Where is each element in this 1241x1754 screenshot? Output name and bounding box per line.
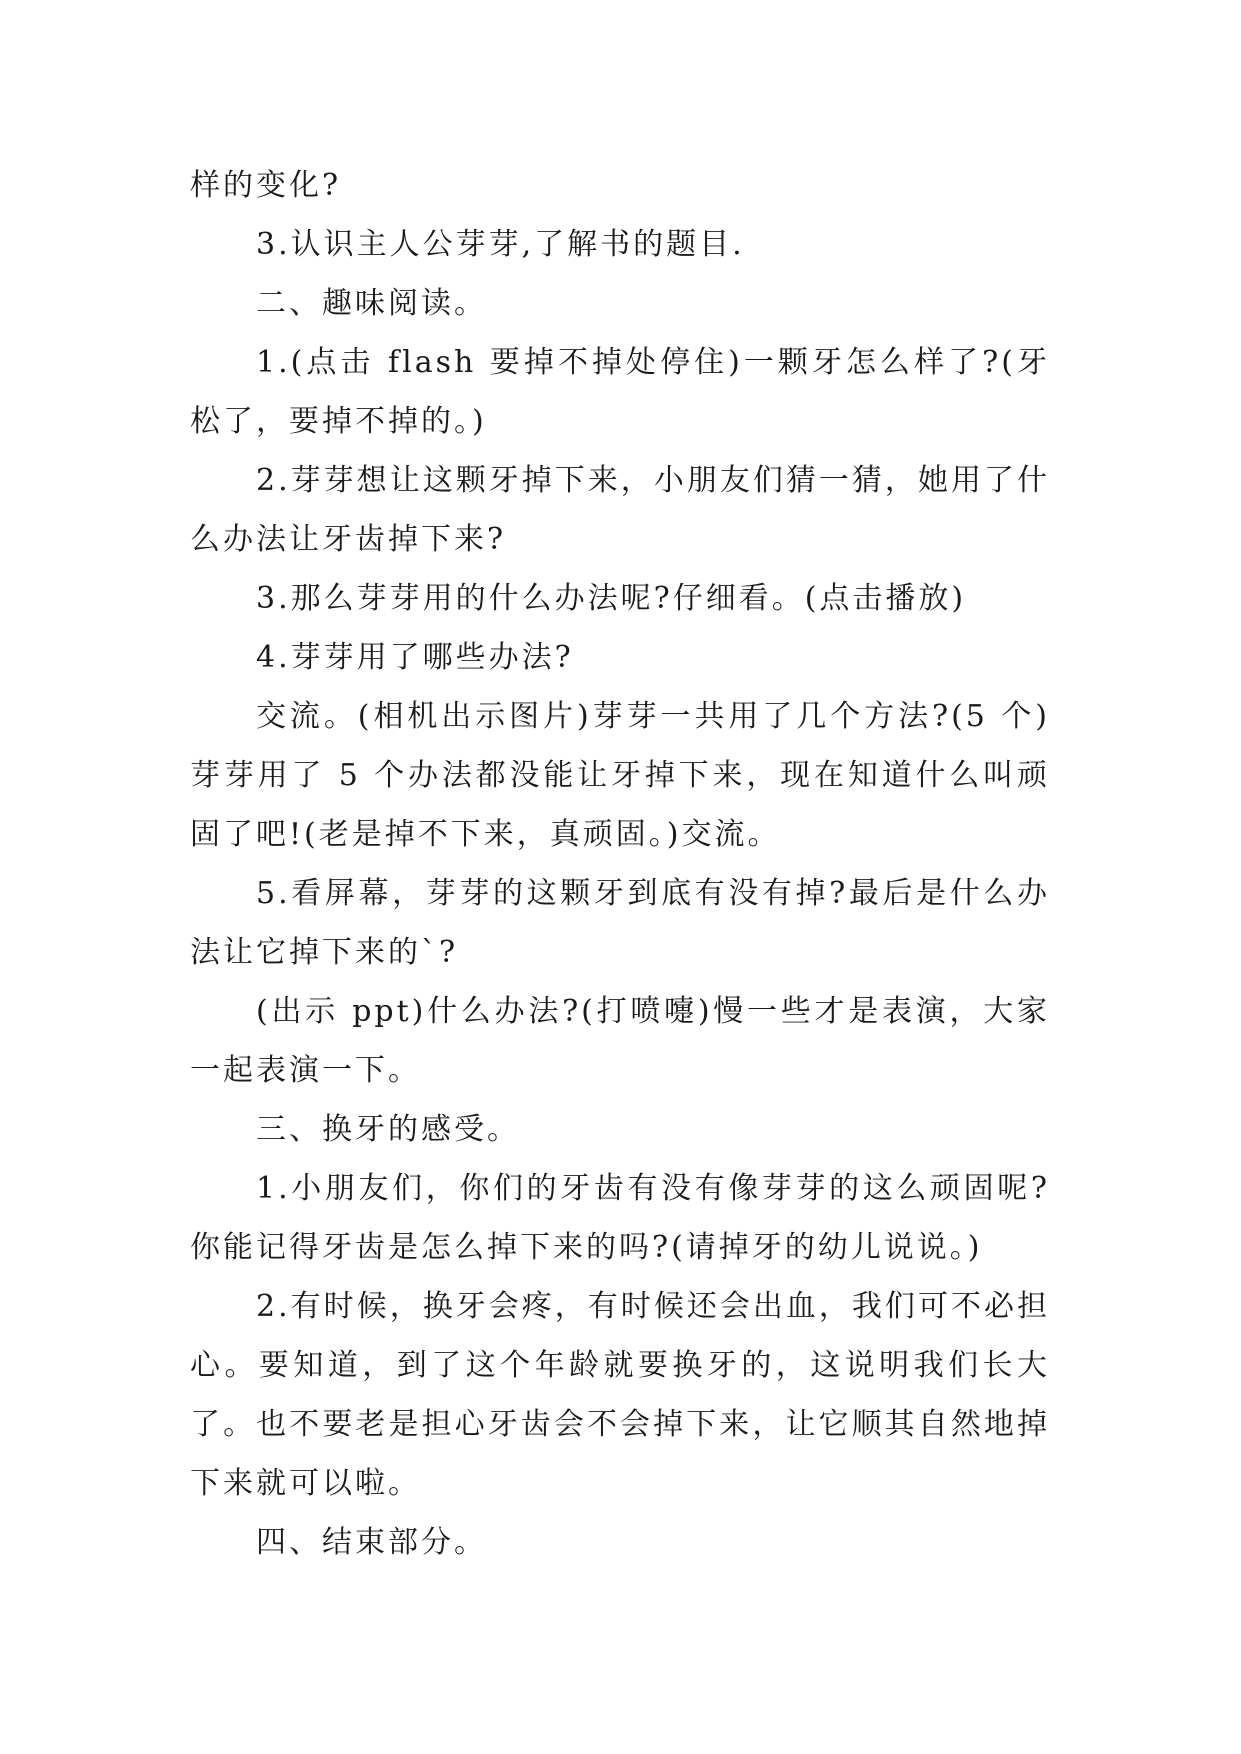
paragraph-1: 样的变化?: [190, 168, 342, 203]
paragraph-10: (出示 ppt)什么办法?(打喷嚏)慢一些才是表演，大家一起表演一下。: [190, 994, 1050, 1088]
document-body: [190, 156, 1050, 1572]
section-heading-4: 四、结束部分。: [256, 1525, 487, 1560]
section-heading-2: 二、趣味阅读。: [256, 286, 487, 321]
section-heading-3: 三、换牙的感受。: [256, 1112, 520, 1147]
paragraph-7: 4.芽芽用了哪些办法?: [256, 640, 574, 675]
paragraph-9: 5.看屏幕，芽芽的这颗牙到底有没有掉?最后是什么办法让它掉下来的`?: [190, 876, 1050, 970]
paragraph-12: 1.小朋友们，你们的牙齿有没有像芽芽的这么顽固呢?你能记得牙齿是怎么掉下来的吗?(请掉牙的幼儿说说。): [190, 1171, 1050, 1265]
paragraph-2: 3.认识主人公芽芽,了解书的题目.: [256, 227, 745, 262]
paragraph-8: 交流。(相机出示图片)芽芽一共用了几个方法?(5 个)芽芽用了 5 个办法都没能让牙掉下来，现在知道什么叫顽固了吧!(老是掉不下来，真顽固。)交流。: [190, 699, 1050, 852]
paragraph-4: 1.(点击 flash 要掉不掉处停住)一颗牙怎么样了?(牙松了，要掉不掉的。): [190, 345, 1050, 439]
paragraph-6: 3.那么芽芽用的什么办法呢?仔细看。(点击播放): [256, 581, 967, 616]
paragraph-5: 2.芽芽想让这颗牙掉下来，小朋友们猜一猜，她用了什么办法让牙齿掉下来?: [190, 463, 1050, 557]
paragraph-13: 2.有时候，换牙会疼，有时候还会出血，我们可不必担心。要知道，到了这个年龄就要换牙的，这说明我们长大了。也不要老是担心牙齿会不会掉下来，让它顺其自然地掉下来就可以啦。: [190, 1289, 1050, 1501]
